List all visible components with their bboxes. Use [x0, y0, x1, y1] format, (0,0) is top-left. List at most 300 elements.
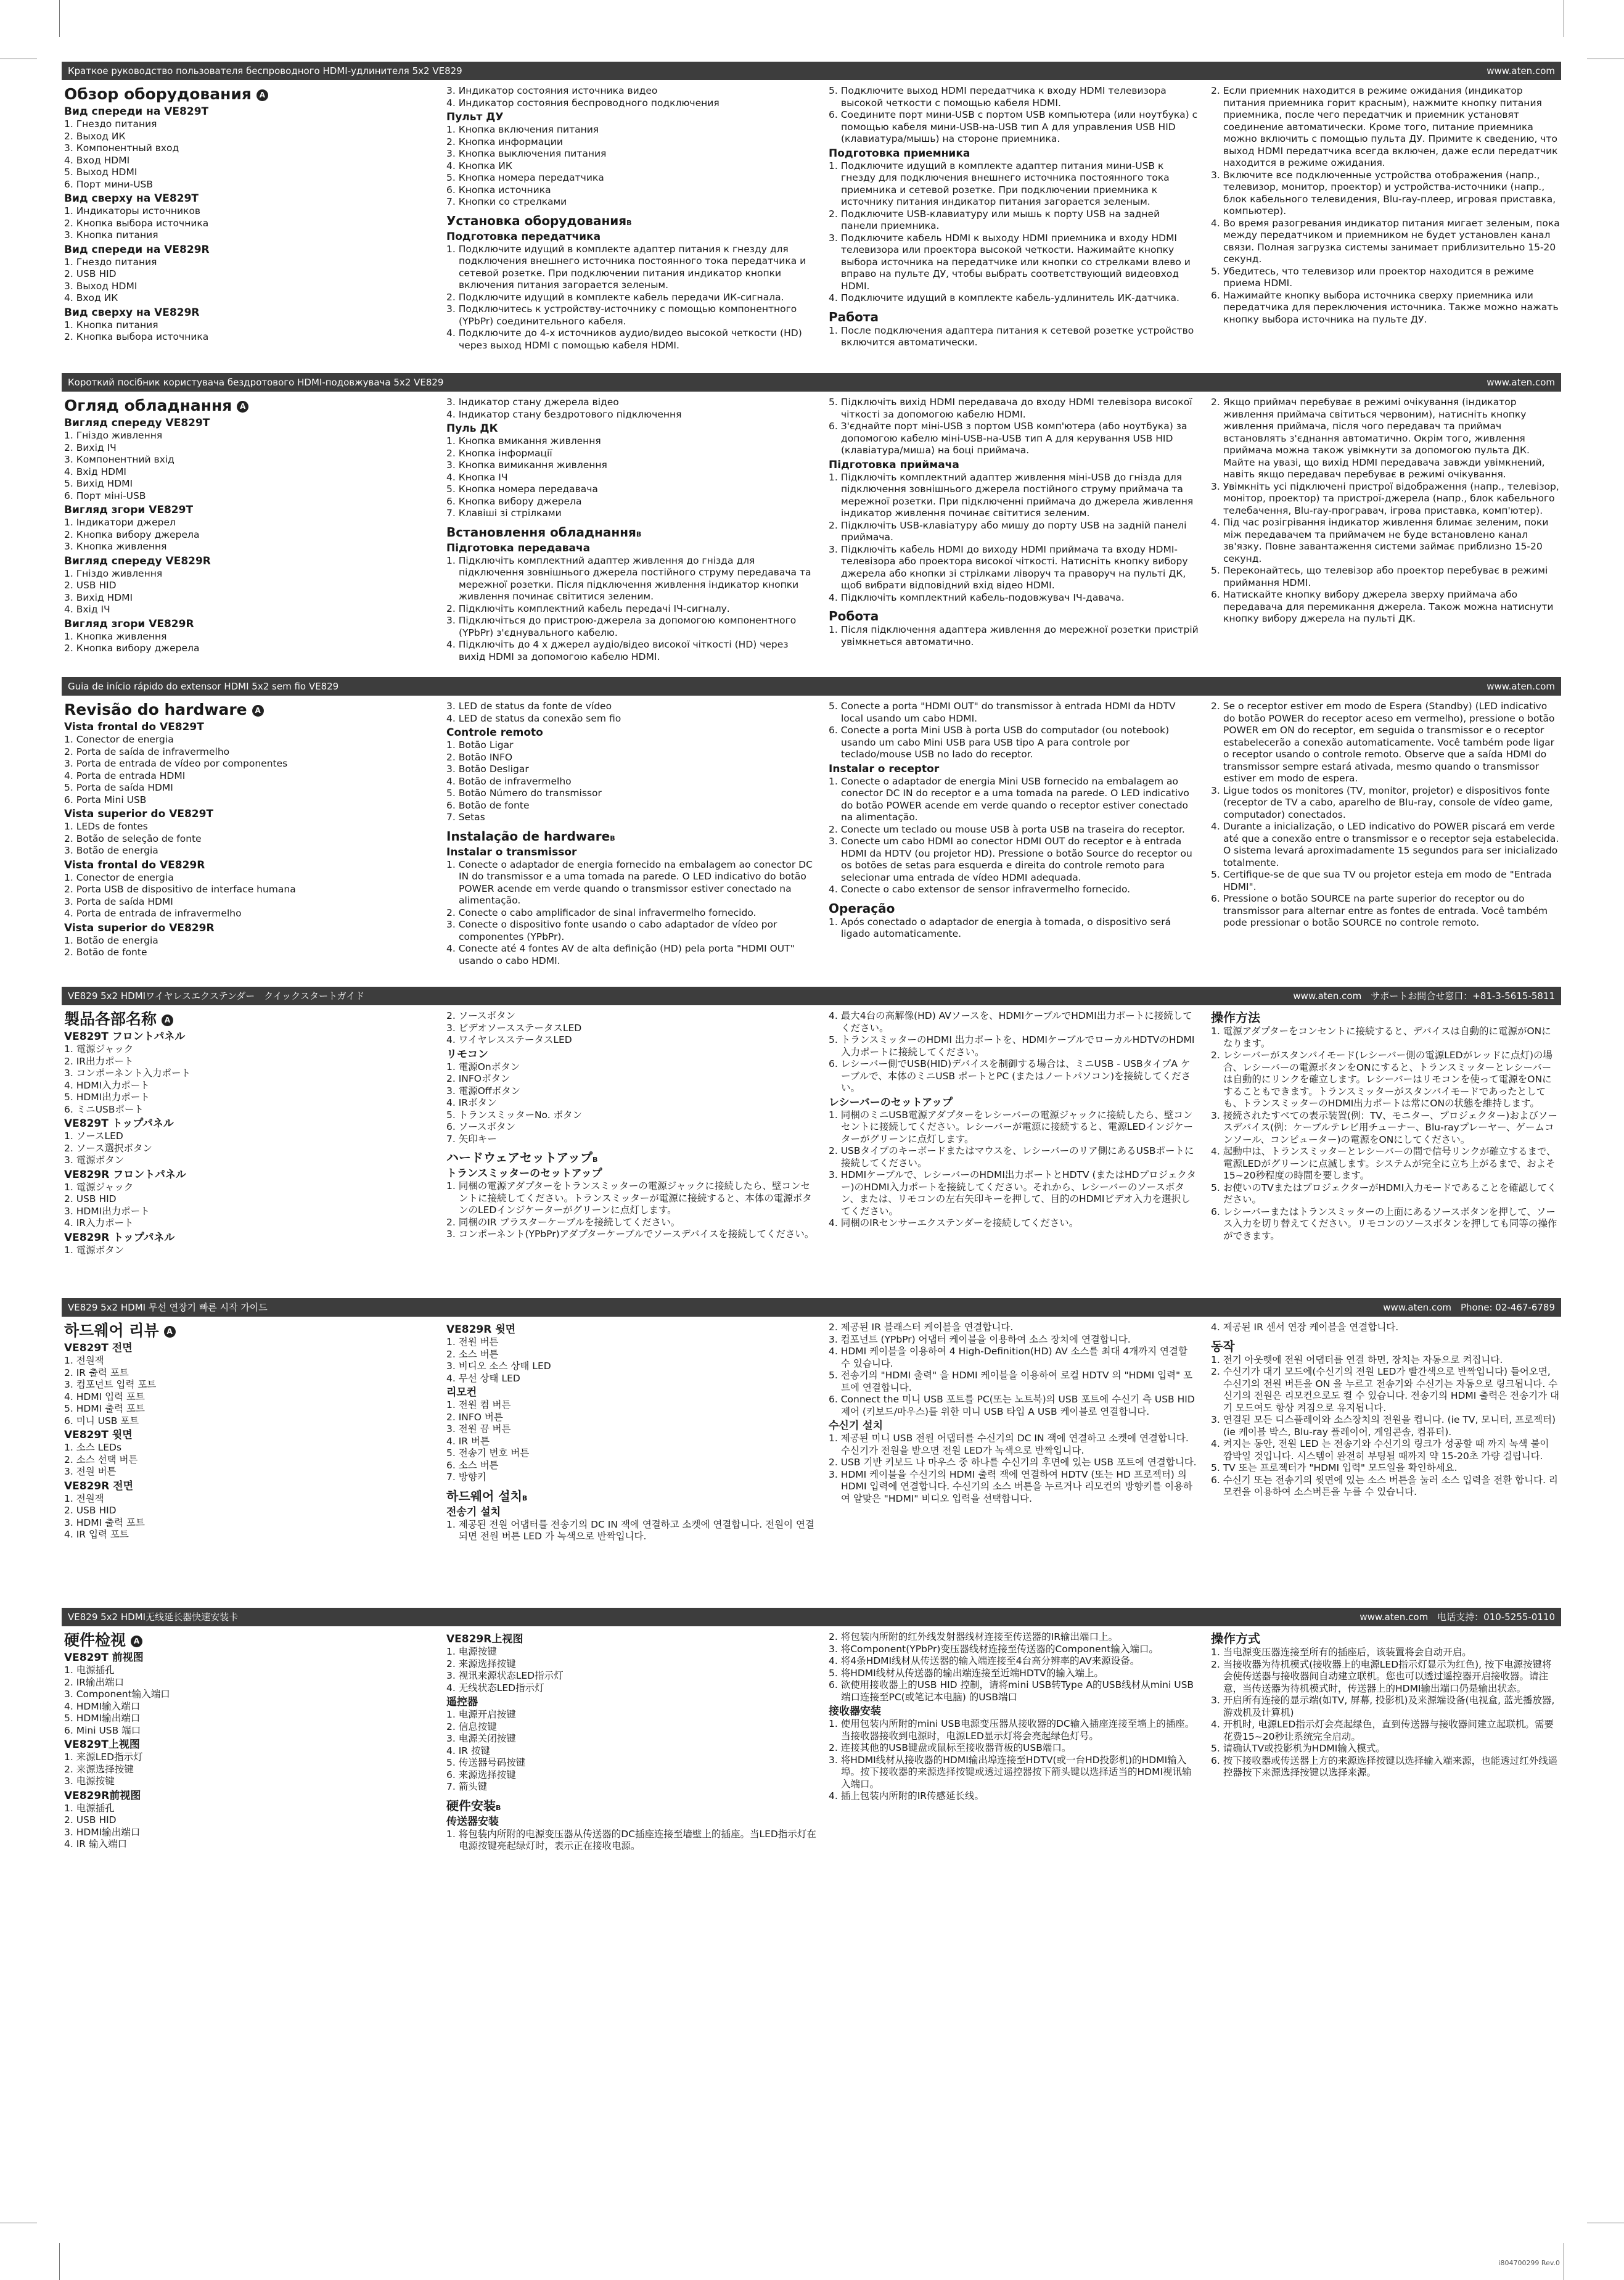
- list-item: 4. IR 입력 포트: [64, 1529, 129, 1540]
- step-item: 2. 수신기가 대기 모드에(수신기의 전원 LED가 빨간색으로 반짝입니다) 들어오면, 수신기의 전원 버튼을 ON 을 누르고 전송기와 수신기는 자동으로 링크됩니다. 수신기의 전원은 리모컨으로도 켤 수 있습니다. 전송기의 HDMI 출력은 전송기가 대기 모드여도 항상 켜짐으로 유지됩니다.: [1211, 1366, 1559, 1414]
- step-item: 4. Conecte o cabo extensor de sensor infravermelho fornecido.: [829, 884, 1131, 895]
- part-list: [446, 739, 816, 824]
- step-item: 6. Pressione o botão SOURCE na parte superior do receptor ou do transmissor para alternar entre as fontes de entrada. Você também pode pressionar o botão SOURCE no controle remoto.: [1211, 893, 1548, 928]
- subheading: [446, 541, 816, 555]
- subheading: [446, 726, 816, 739]
- step-item: 1. Conecte o adaptador de energia fornecido na embalagem ao conector DC IN do transmissor e a uma tomada na parede. O LED indicativo do botão POWER acende em verde quando o transmissor estiver conectado na alimentação.: [446, 858, 813, 906]
- heading: [1211, 1010, 1560, 1026]
- list-item: 2. 信息按键: [446, 1721, 497, 1732]
- section-russian: [62, 62, 1561, 369]
- section-title: VE829 5x2 HDMI无线延长器快速安装卡: [68, 1611, 239, 1623]
- subheading: [446, 846, 816, 859]
- step-item: 4. 켜지는 동안, 전원 LED 는 전송기와 수신기의 링크가 성공할 때 까지 녹색 불이 깜박일 것입니다. 시스템이 완전히 부팅될 때까지 약 15-20초 가량 걸립니다.: [1211, 1438, 1549, 1462]
- subheading: [64, 1117, 434, 1130]
- step-item: 4. 同梱のIRセンサーエクステンダーを接続してください。: [829, 1217, 1079, 1228]
- list-item: 1. 電源ボタン: [64, 1244, 125, 1256]
- section-header-bar: [62, 987, 1561, 1005]
- step-item: 1. Підключіть комплектний адаптер живлення міні-USB до гнізда для підключення зовнішнього джерела постійного струму приймача та мережної розетки. При підключенні приймача до джерела живлення індикатор живлення починає світитися зеленим.: [829, 471, 1194, 519]
- section-title: Guia de início rápido do extensor HDMI 5x2 sem fio VE829: [68, 681, 339, 692]
- list-item: 2. Кнопка информации: [446, 136, 563, 147]
- heading-text: Пульт ДУ: [446, 111, 504, 123]
- list-item: 3. Кнопка выключения питания: [446, 148, 607, 159]
- step-list: [1211, 397, 1560, 625]
- step-list: [829, 85, 1199, 146]
- list-item: 1. 소스 LEDs: [64, 1442, 122, 1453]
- step-item: 6. 按下接收器或传送器上方的来源选择按键以选择输入端来源，也能透过红外线遥控器按下来源选择按键以选择来源。: [1211, 1755, 1558, 1778]
- heading-text: Vista superior do VE829T: [64, 808, 214, 820]
- column-4: [1211, 701, 1560, 983]
- part-list: [64, 257, 434, 305]
- step-item: 2. Підключіть USB-клавіатуру або мишу до порту USB на задній панелі приймача.: [829, 519, 1187, 543]
- step-list: [1211, 1354, 1560, 1499]
- list-item: 5. 传送器号码按键: [446, 1757, 526, 1768]
- list-item: 2. Botão de seleção de fonte: [64, 833, 202, 844]
- heading-text: Вигляд спереду VE829T: [64, 417, 210, 429]
- column-3: [829, 85, 1199, 369]
- heading-text: Instalar o receptor: [829, 762, 940, 775]
- list-item: 2. ソース選択ボタン: [64, 1142, 152, 1154]
- step-list: [829, 624, 1199, 648]
- subheading: [829, 1419, 1199, 1433]
- heading-text: 하드웨어 설치: [446, 1488, 522, 1504]
- heading-text: Operação: [829, 900, 895, 916]
- column-1: [64, 397, 434, 673]
- section-website[interactable]: www.aten.com: [1487, 65, 1555, 76]
- heading-text: VE829T 前视图: [64, 1652, 144, 1664]
- list-item: 1. Кнопка включения питания: [446, 124, 599, 135]
- subheading: [446, 1386, 816, 1399]
- list-item: 4. Індикатор стану бездротового підключення: [446, 408, 682, 420]
- heading-text: Подготовка приемника: [829, 147, 970, 160]
- step-list: [1211, 1026, 1560, 1242]
- list-item: 5. HDMI出力ポート: [64, 1092, 150, 1103]
- list-item: 2. Porta de saída de infravermelho: [64, 746, 230, 757]
- list-item: 4. Кнопка ІЧ: [446, 471, 508, 483]
- step-item: 6. Соедините порт мини-USB с портом USB компьютера (или ноутбука) с помощью кабеля мини-USB-на-USB тип A для управления USB HID (клавиатура/мышь) на стороне приемника.: [829, 109, 1198, 144]
- heading-text: 操作方式: [1211, 1631, 1260, 1646]
- subheading: [446, 1632, 816, 1646]
- section-header-bar: [62, 373, 1561, 392]
- part-list: [64, 734, 434, 806]
- column-2: [446, 1631, 816, 1911]
- list-item: 3. Porta de saída HDMI: [64, 895, 173, 907]
- step-item: 3. Conecte um cabo HDMI ao conector HDMI OUT do receptor e à entrada HDMI da HDTV (ou projetor HD). Pressione o botão Source do receptor ou os botões de setas para esquerda e direita do controle remoto para selecionar uma entrada de vídeo HDMI adequada.: [829, 836, 1192, 883]
- subheading: [446, 1323, 816, 1336]
- subheading: [64, 1480, 434, 1493]
- step-item: 5. Переконайтесь, що телевізор або проектор перебуває в режимі приймання HDMI.: [1211, 565, 1548, 588]
- heading: [829, 310, 1199, 325]
- column-2: [446, 1010, 816, 1294]
- step-item: 2. Если приемник находится в режиме ожидания (индикатор питания приемника горит красным), нажмите кнопку питания приемника, после чего передатчик и приемник установят соединение автоматически. Кроме того, питание приемника можно включить с помощью пульта ДУ. Примите к сведению, что выход HDMI передатчика всегда включен, даже если передатчик находится в режиме ожидания.: [1211, 85, 1558, 168]
- subheading: [64, 503, 434, 517]
- subheading: [64, 1789, 434, 1803]
- list-item: 1. 電源ジャック: [64, 1181, 134, 1193]
- part-list: [446, 397, 816, 421]
- diagram-ref-badge: A: [256, 89, 268, 101]
- list-item: 4. LED de status da conexão sem fio: [446, 712, 621, 724]
- heading-text: Vista frontal do VE829R: [64, 858, 205, 871]
- heading-text: VE829T上视图: [64, 1739, 140, 1751]
- list-item: 3. 電源Offボタン: [446, 1085, 521, 1097]
- step-item: 2. 将包装内所附的红外线发射器线材连接至传送器的IR输出端口上。: [829, 1631, 1118, 1642]
- list-item: 2. USB HID: [64, 1814, 117, 1825]
- list-item: 4. IR入力ポート: [64, 1217, 134, 1228]
- step-list: [1211, 701, 1560, 929]
- list-item: 3. 컴포넌트 입력 포트: [64, 1379, 157, 1390]
- step-item: 5. 전송기의 "HDMI 출력" 을 HDMI 케이블을 이용하여 로컬 HDTV 의 "HDMI 입력" 포트에 연결합니다.: [829, 1370, 1193, 1393]
- step-item: 5. Подключите выход HDMI передатчика к входу HDMI телевизора высокой четкости с помощью кабеля HDMI.: [829, 85, 1167, 109]
- step-list: [829, 325, 1199, 349]
- subheading: [64, 306, 434, 319]
- list-item: 3. Кнопка живлення: [64, 541, 167, 552]
- list-item: 1. 来源LED指示灯: [64, 1751, 143, 1763]
- part-list: [64, 872, 434, 920]
- heading-text: Вид сверху на VE829R: [64, 306, 200, 319]
- list-item: 7. 방향키: [446, 1471, 486, 1483]
- step-item: 3. Увімкніть усі підключені пристрої відображення (напр., телевізор, монітор, проектор) та пристрої-джерела (напр., блок кабельного телебачення, Blu-ray-програвач, ігрова приставка, комп'ютер).: [1211, 480, 1559, 516]
- list-item: 2. Botão INFO: [446, 751, 513, 763]
- list-item: 2. IR出力ポート: [64, 1055, 134, 1067]
- subheading: [64, 554, 434, 568]
- list-item: 1. Conector de energia: [64, 871, 174, 883]
- list-item: 1. ソースLED: [64, 1130, 123, 1142]
- subheading: [446, 1505, 816, 1519]
- part-list: [446, 1709, 816, 1793]
- list-item: 3. 電源ボタン: [64, 1154, 125, 1166]
- step-list: [829, 776, 1199, 896]
- step-list: [829, 397, 1199, 457]
- column-3: [829, 701, 1199, 983]
- column-1: [64, 1631, 434, 1911]
- list-item: 1. Гнездо питания: [64, 256, 157, 268]
- list-item: 5. 전송기 번호 버튼: [446, 1447, 530, 1459]
- list-item: 1. 電源ジャック: [64, 1043, 134, 1055]
- part-list: [64, 1043, 434, 1116]
- list-item: 5. HDMI输出端口: [64, 1713, 141, 1724]
- list-item: 2. 소스 선택 버튼: [64, 1454, 138, 1465]
- list-item: 3. Component输入端口: [64, 1689, 170, 1700]
- list-item: 2. Кнопка выбора источника: [64, 331, 209, 342]
- section-header-bar: [62, 677, 1561, 696]
- column-3: [829, 397, 1199, 673]
- list-item: 2. INFO 버튼: [446, 1411, 503, 1423]
- step-item: 4. 将4条HDMI线材从传送器的输入端连接至4台高分辨率的AV来源设备。: [829, 1655, 1140, 1666]
- section-simplified-chinese: [62, 1608, 1561, 1911]
- heading-text: ハードウェアセットアップ: [446, 1150, 593, 1165]
- step-item: 5. 将HDMI线材从传送器的输出端连接至近端HDTV的输入端上。: [829, 1667, 1104, 1679]
- column-1: [64, 1010, 434, 1294]
- heading-text: Пуль ДК: [446, 422, 498, 435]
- list-item: 6. Porta Mini USB: [64, 794, 147, 805]
- heading-text: Підготовка передавача: [446, 541, 591, 554]
- list-item: 4. 무선 상태 LED: [446, 1372, 520, 1384]
- list-item: 1. Індикатори джерел: [64, 517, 176, 528]
- heading-text: Вигляд згори VE829T: [64, 504, 194, 516]
- list-item: 2. Porta USB de dispositivo de interface humana: [64, 884, 296, 895]
- subheading: [64, 720, 434, 734]
- subheading: [64, 243, 434, 257]
- subheading: [64, 1168, 434, 1182]
- list-item: 1. 전원잭: [64, 1355, 104, 1366]
- heading-text: 동작: [1211, 1338, 1235, 1354]
- section-website[interactable]: www.aten.com: [1487, 377, 1555, 388]
- step-item: 6. Conecte a porta Mini USB à porta USB do computador (ou notebook) usando um cabo Mini USB para USB tipo A para controle por teclado/mouse USB no lado do receptor.: [829, 725, 1170, 760]
- step-item: 2. 连接其他的USB键盘或鼠标至接收器背板的USB端口。: [829, 1742, 1072, 1753]
- subheading: [64, 617, 434, 631]
- subheading: [829, 458, 1199, 472]
- diagram-ref-badge: A: [131, 1636, 142, 1647]
- heading-text: 操作方法: [1211, 1010, 1260, 1025]
- step-list: [829, 1718, 1199, 1803]
- list-item: 3. 전원 버튼: [64, 1466, 117, 1477]
- step-item: 1. После подключения адаптера питания к сетевой розетке устройство включится автоматически.: [829, 324, 1194, 348]
- list-item: 4. HDMI 입력 포트: [64, 1391, 145, 1402]
- step-item: 2. USB 기반 키보드 나 마우스 중 하나를 수신기의 후면에 있는 USB 포트에 연결합니다.: [829, 1457, 1197, 1468]
- list-item: 3. Кнопка питания: [64, 229, 158, 241]
- step-item: 3. コンポーネント(YPbPr)アダプターケーブルでソースデバイスを接続してください。: [446, 1228, 814, 1240]
- heading: [1211, 1339, 1560, 1354]
- list-item: 1. Кнопка живлення: [64, 630, 167, 642]
- list-item: 6. 소스 버튼: [446, 1459, 499, 1471]
- part-list: [64, 568, 434, 616]
- list-item: 5. Porta de saída HDMI: [64, 782, 173, 793]
- heading-text: Вид спереди на VE829R: [64, 243, 210, 256]
- list-item: 5. トランスミッターNo. ボタン: [446, 1109, 583, 1121]
- list-item: 4. Вход HDMI: [64, 154, 130, 166]
- step-item: 4. Під час розігрівання індикатор живлення блимає зеленим, поки між передавачем та приймачем не буде встановлено канал зв'язку. Повне завантаження системи займає приблизно 15-20 секунд.: [1211, 517, 1549, 564]
- part-list: [64, 1665, 434, 1737]
- section-website[interactable]: www.aten.com サポートお問合せ窓口：+81-3-5615-5811: [1293, 990, 1555, 1002]
- list-item: 2. 소스 버튼: [446, 1348, 499, 1360]
- list-item: 2. Вихід ІЧ: [64, 442, 117, 453]
- heading: [446, 829, 816, 844]
- list-item: 3. 电源按键: [64, 1776, 115, 1787]
- list-item: 4. 无线状态LED指示灯: [446, 1682, 544, 1694]
- list-item: 6. 来源选择按键: [446, 1769, 516, 1780]
- list-item: 3. 电源关闭按键: [446, 1733, 516, 1744]
- column-1: [64, 701, 434, 983]
- section-website[interactable]: www.aten.com Phone: 02-467-6789: [1383, 1302, 1555, 1313]
- step-list: [829, 1631, 1199, 1703]
- diagram-ref-badge: B: [522, 1494, 528, 1502]
- heading: [64, 1010, 434, 1029]
- step-list: [446, 1829, 816, 1853]
- list-item: 1. Кнопка питания: [64, 319, 158, 331]
- list-item: 4. Botão de infravermelho: [446, 775, 572, 787]
- subheading: [829, 147, 1199, 160]
- subheading: [446, 422, 816, 435]
- list-item: 4. HDMI输入端口: [64, 1700, 141, 1712]
- step-item: 6. 수신기 또는 전송기의 윗면에 있는 소스 버튼을 눌러 소스 입력을 전환 합니다. 리모컨을 이용하여 소스버튼을 누를 수 있습니다.: [1211, 1474, 1558, 1497]
- list-item: 4. Вход ИК: [64, 292, 118, 303]
- column-1: [64, 85, 434, 369]
- step-item: 3. HDMI 케이블을 수신기의 HDMI 출력 잭에 연결하여 HDTV (또는 HD 프로젝터) 의 HDMI 입력에 연결합니다. 수신기의 소스 버튼을 누르거나 리모컨의 방향키를 이용하여 알맞은 "HDMI" 비디오 입력을 선택합니다.: [829, 1468, 1192, 1504]
- step-list: [1211, 1322, 1560, 1334]
- subheading: [64, 1030, 434, 1043]
- heading: [446, 525, 816, 540]
- subheading: [64, 921, 434, 935]
- step-list: [829, 916, 1199, 940]
- list-item: 3. Компонентний вхід: [64, 454, 174, 465]
- subheading: [446, 1167, 816, 1180]
- step-item: 3. 接続されたすべての表示装置(例：TV、モニター、プロジェクター)およびソースデバイス(例：ケーブルテレビ用チューナー、Blu-rayプレーヤー、ゲームコンソール、コンピューター)の電源をONにしてください。: [1211, 1109, 1557, 1145]
- step-item: 6. Натискайте кнопку вибору джерела зверху приймача або передавача для перемикання джерела. Також можна натиснути кнопку вибору джерела на пульті ДК.: [1211, 589, 1554, 624]
- list-item: 2. Кнопка інформації: [446, 447, 552, 459]
- column-2: [446, 397, 816, 673]
- list-item: 2. USB HID: [64, 268, 117, 279]
- subheading: [829, 1096, 1199, 1109]
- step-item: 2. Подключите USB-клавиатуру или мышь к порту USB на задней панели приемника.: [829, 208, 1160, 231]
- heading: [1211, 1631, 1560, 1647]
- step-item: 3. HDMIケーブルで、レシーバーのHDMI出力ポートとHDTV (またはHDプロジェクター)のHDMI入力ポートを接続してください。それから、レシーバーのソースボタン、または、リモコンの左右矢印キーを押して、目的のHDMIビデオ入力を選択してください。: [829, 1169, 1197, 1217]
- subheading: [64, 1738, 434, 1751]
- step-list: [446, 555, 816, 664]
- step-list: [829, 1109, 1199, 1230]
- step-list: [829, 1322, 1199, 1418]
- list-item: 2. Кнопка выбора источника: [64, 217, 209, 229]
- step-item: 5. Убедитесь, что телевизор или проектор находится в режиме приема HDMI.: [1211, 265, 1534, 289]
- step-item: 1. 使用包装内所附的mini USB电源变压器从接收器的DC输入插座连接至墙上的插座。当接收器接收到电源时，电源LED显示灯将会亮起绿色灯号。: [829, 1718, 1195, 1742]
- section-website[interactable]: www.aten.com 电话支持：010-5255-0110: [1359, 1611, 1555, 1623]
- part-list: [64, 319, 434, 344]
- section-header-bar: [62, 1298, 1561, 1317]
- list-item: 3. LED de status da fonte de vídeo: [446, 701, 612, 712]
- subheading: [64, 1231, 434, 1245]
- list-item: 7. 箭头键: [446, 1781, 488, 1792]
- list-item: 5. Botão Número do transmissor: [446, 788, 602, 799]
- list-item: 4. Кнопка ИК: [446, 160, 512, 171]
- heading-text: Vista frontal do VE829T: [64, 721, 204, 733]
- step-list: [446, 1519, 816, 1543]
- list-item: 7. Setas: [446, 812, 485, 823]
- step-item: 6. З'єднайте порт міні-USB з портом USB комп'ютера (або ноутбука) за допомогою кабелю міні-USB-на-USB тип A для керування USB HID (клавіатура/миша) на боці приймача.: [829, 421, 1187, 456]
- subheading: [64, 105, 434, 118]
- step-list: [829, 1433, 1199, 1505]
- part-list: [64, 1493, 434, 1541]
- part-list: [64, 1751, 434, 1788]
- list-item: 7. Клавіші зі стрілками: [446, 508, 562, 519]
- list-item: 4. IR 버튼: [446, 1435, 490, 1447]
- diagram-ref-badge: B: [636, 530, 642, 538]
- step-item: 5. Certifique-se de que sua TV ou projetor esteja em modo de "Entrada HDMI".: [1211, 869, 1552, 892]
- heading-text: VE829R 윗면: [446, 1323, 516, 1336]
- heading: [64, 397, 434, 415]
- heading-text: Встановлення обладнання: [446, 524, 636, 540]
- list-item: 1. LEDs de fontes: [64, 821, 148, 832]
- list-item: 1. Гніздо живлення: [64, 430, 163, 441]
- list-item: 6. Порт міні-USB: [64, 490, 146, 501]
- list-item: 3. HDMI出力ポート: [64, 1205, 150, 1217]
- subheading: [446, 230, 816, 244]
- list-item: 2. ソースボタン: [446, 1010, 515, 1021]
- heading-text: Controle remoto: [446, 726, 543, 739]
- heading: [64, 701, 434, 719]
- heading-text: Подготовка передатчика: [446, 230, 601, 243]
- list-item: 1. 전원 버튼: [446, 1336, 499, 1348]
- list-item: 5. Вихід HDMI: [64, 478, 133, 489]
- list-item: 7. 矢印キー: [446, 1133, 497, 1145]
- heading: [64, 85, 434, 104]
- heading-text: Instalar o transmissor: [446, 846, 577, 858]
- heading-text: 하드웨어 리뷰: [64, 1322, 159, 1340]
- diagram-ref-badge: B: [610, 834, 615, 842]
- list-item: 1. Гнездо питания: [64, 118, 157, 130]
- section-header-bar: [62, 1608, 1561, 1626]
- heading: [446, 213, 816, 229]
- part-list: [64, 821, 434, 857]
- step-item: 3. 컴포넌트 (YPbPr) 어댑터 케이블을 이용하여 소스 장치에 연결합니다.: [829, 1333, 1131, 1345]
- heading: [446, 1150, 816, 1166]
- heading-text: VE829R フロントパネル: [64, 1168, 186, 1181]
- subheading: [829, 762, 1199, 776]
- list-item: 2. 来源选择按键: [446, 1658, 516, 1669]
- column-2: [446, 85, 816, 369]
- step-item: 1. 当电源变压器连接至所有的插座后，该装置将会自动开启。: [1211, 1647, 1472, 1658]
- list-item: 2. Кнопка вибору джерела: [64, 529, 200, 540]
- step-item: 6. Нажимайте кнопку выбора источника сверху приемника или передатчика для переключения источника. Также можно нажать кнопку выбора источника на пульте ДУ.: [1211, 289, 1559, 325]
- step-item: 4. Подключите идущий в комплекте кабель-удлинитель ИК-датчика.: [829, 292, 1179, 303]
- part-list: [64, 517, 434, 553]
- list-item: 3. 전원 끔 버튼: [446, 1423, 511, 1434]
- list-item: 3. コンポーネント入力ポート: [64, 1068, 191, 1079]
- heading-text: Вид спереди на VE829T: [64, 105, 209, 118]
- step-item: 6. レシーバー側でUSB(HID)デバイスを制御する場合は、ミニUSB - USBタイプA ケーブルで、本体のミニUSB ポートとPC (またはノートパソコン)を接続してください。: [829, 1058, 1191, 1093]
- list-item: 2. Выход ИК: [64, 130, 126, 142]
- step-item: 4. Подключите до 4-х источников аудио/видео высокой четкости (HD) через выход HDMI с помощью кабеля HDMI.: [446, 327, 802, 351]
- diagram-ref-badge: B: [593, 1156, 598, 1164]
- section-website[interactable]: www.aten.com: [1487, 681, 1555, 692]
- heading-text: 製品各部名称: [64, 1010, 157, 1028]
- heading-text: レシーバーのセットアップ: [829, 1096, 953, 1109]
- list-item: 2. USB HID: [64, 580, 117, 591]
- heading-text: VE829T 전면: [64, 1342, 133, 1354]
- list-item: 3. Botão Desligar: [446, 763, 529, 775]
- list-item: 7. Кнопки со стрелками: [446, 196, 567, 207]
- step-item: 1. Подключите идущий в комплекте адаптер питания к гнезду для подключения внешнего источника постоянного тока передатчика и сетевой розетке. При подключении питания индикатор кнопки включения питания загорается зеленым.: [446, 243, 806, 290]
- step-item: 6. 欲使用接收器上的USB HID 控制，请将mini USB转Type A的USB线材从mini USB端口连接至PC(或笔记本电脑) 的USB端口: [829, 1679, 1194, 1703]
- list-item: 1. Botão Ligar: [446, 739, 514, 751]
- step-item: 6. Connect the 미니 USB 포트를 PC(또는 노트북)의 USB 포트에 수신기 측 USB HID 제어 (키보드/마우스)를 위한 미니 USB 타입 A USB 케이블로 연결합니다.: [829, 1394, 1195, 1417]
- column-4: [1211, 85, 1560, 369]
- list-item: 6. Botão de fonte: [446, 799, 530, 811]
- list-item: 3. HDMI输出端口: [64, 1826, 141, 1838]
- heading-text: 接收器安装: [829, 1705, 881, 1718]
- step-item: 2. Якщо приймач перебуває в режимі очікування (індикатор живлення приймача світиться червоним), натисніть кнопку живлення приймача, після чого передавач та приймач встановлять з'єднання автоматично. Окрім того, живлення приймача можна також увімкнути за допомогою пульта ДК. Майте на увазі, що вихід HDMI передавача завжди увімкнений, навіть якщо передавач перебуває в режимі очікування.: [1211, 397, 1545, 480]
- part-list: [64, 1182, 434, 1230]
- part-list: [446, 1061, 816, 1146]
- column-4: [1211, 1631, 1560, 1911]
- step-item: 3. 开启所有连接的显示端(如TV, 屏幕, 投影机)及来源端设备(电视盒, 蓝光播放器, 游戏机及计算机): [1211, 1695, 1555, 1718]
- step-item: 4. Підключіть комплектний кабель-подовжувач ІЧ-давача.: [829, 591, 1125, 603]
- list-item: 1. 电源按键: [446, 1646, 497, 1657]
- list-item: 3. ビデオソースステータスLED: [446, 1022, 582, 1034]
- list-item: 4. Вхід ІЧ: [64, 604, 110, 615]
- heading: [64, 1322, 434, 1340]
- part-list: [64, 430, 434, 502]
- step-list: [1211, 85, 1560, 326]
- subheading: [64, 807, 434, 821]
- step-list: [829, 701, 1199, 761]
- step-item: 2. 当接收器为待机模式(接收器上的电源LED指示灯显示为红色), 按下电源按键将会使传送器与接收器间自动建立联机。您也可以透过遥控器开启接收器。请注意，当传送器为待机模式时，传送器上的HDMI输出端口仍是输出状态。: [1211, 1658, 1552, 1694]
- list-item: 5. Выход HDMI: [64, 167, 137, 178]
- subheading: [64, 1341, 434, 1355]
- heading-text: VE829R上视图: [446, 1633, 523, 1645]
- list-item: 3. Компонентный вход: [64, 142, 179, 154]
- list-item: 6. Порт мини-USB: [64, 178, 154, 190]
- part-list: [64, 118, 434, 191]
- step-item: 3. 연결된 모든 디스플레이와 소스장치의 전원을 켭니다. (ie TV, 모니터, 프로젝터) (ie 케이블 박스, Blu-ray 플레이어, 게임콘솔, 컴퓨터).: [1211, 1414, 1556, 1438]
- heading-text: Vista superior do VE829R: [64, 921, 215, 934]
